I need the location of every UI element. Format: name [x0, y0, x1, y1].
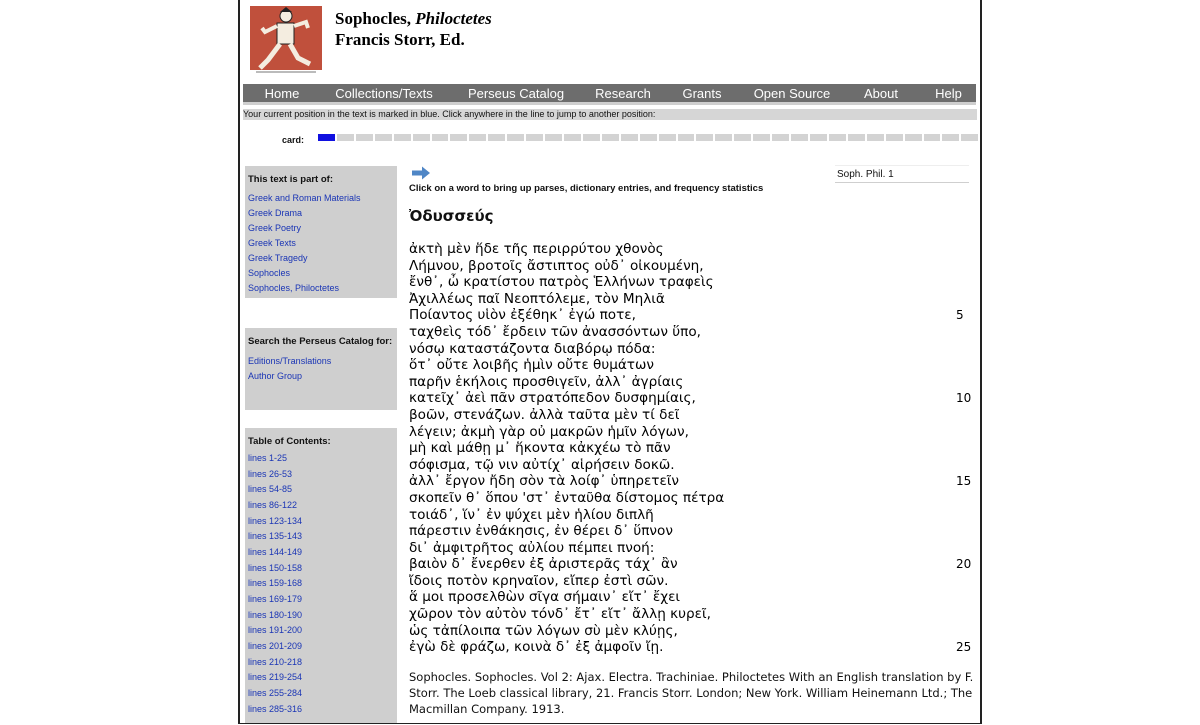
- card-segment[interactable]: [829, 134, 846, 141]
- search-editions-link[interactable]: Editions/Translations: [248, 356, 332, 366]
- collection-link[interactable]: Greek Drama: [248, 208, 303, 218]
- collection-link[interactable]: Greek Texts: [248, 238, 296, 248]
- text-line: [409, 606, 974, 623]
- line-text[interactable]: μὴ καὶ μάθῃ μ᾽ ἥκοντα κἀκχέω τὸ πᾶν: [409, 440, 671, 457]
- line-number: 10: [956, 391, 972, 406]
- text-line: [409, 341, 974, 358]
- line-number: 15: [956, 474, 972, 489]
- text-line: [409, 324, 974, 341]
- line-number: 5: [956, 308, 964, 323]
- card-segment[interactable]: [356, 134, 373, 141]
- card-segment[interactable]: [621, 134, 638, 141]
- toc-link[interactable]: lines 285-316: [248, 703, 303, 714]
- card-segment[interactable]: [905, 134, 922, 141]
- collection-link[interactable]: Sophocles: [248, 268, 291, 278]
- line-text[interactable]: τοιάδ᾽, ἵν᾽ ἐν ψύχει μὲν ἡλίου διπλῆ: [409, 506, 654, 523]
- table-of-contents-box: [245, 428, 397, 724]
- card-label: card:: [282, 135, 305, 145]
- text-line: [409, 623, 974, 640]
- nav-open-source[interactable]: Open Source: [753, 86, 831, 101]
- text-line: [409, 589, 974, 606]
- toc-link[interactable]: lines 180-190: [248, 609, 303, 620]
- line-text[interactable]: Λήμνου, βροτοῖς ἄστιπτος οὐδ᾽ οἰκουμένη,: [409, 257, 704, 274]
- nav-collections-texts[interactable]: Collections/Texts: [335, 86, 433, 101]
- line-text[interactable]: ἅ μοι προσελθὼν σῖγα σήμαιν᾽ εἴτ᾽ ἔχει: [409, 589, 681, 606]
- position-message: Your current position in the text is marked in blue. Click anywhere in the line to jump to another position:: [243, 109, 977, 120]
- greek-text: [409, 241, 974, 656]
- toc-link[interactable]: lines 54-85: [248, 484, 293, 495]
- card-segment[interactable]: [413, 134, 430, 141]
- card-segment[interactable]: [942, 134, 959, 141]
- card-segment[interactable]: [791, 134, 808, 141]
- text-line: [409, 374, 974, 391]
- card-segment[interactable]: [469, 134, 486, 141]
- part-of-heading: This text is part of:: [248, 174, 333, 185]
- text-line: [409, 457, 974, 474]
- card-segment[interactable]: [507, 134, 524, 141]
- line-number: 25: [956, 640, 972, 655]
- toc-link[interactable]: lines 1-25: [248, 453, 288, 463]
- page-title: [335, 9, 492, 29]
- card-segment[interactable]: [375, 134, 392, 141]
- line-text[interactable]: νόσῳ καταστάζοντα διαβόρῳ πόδα:: [409, 340, 656, 357]
- text-line: [409, 540, 974, 557]
- toc-link[interactable]: lines 210-218: [248, 656, 303, 667]
- citation-ref-input[interactable]: [835, 165, 969, 183]
- click-instruction: Click on a word to bring up parses, dictionary entries, and frequency statistics: [409, 183, 764, 194]
- card-segment[interactable]: [772, 134, 789, 141]
- card-segment[interactable]: [488, 134, 505, 141]
- next-arrow-icon[interactable]: [411, 166, 431, 180]
- nav-grants[interactable]: Grants: [682, 86, 722, 101]
- line-text[interactable]: δι᾽ ἀμφιτρῆτος αὐλίου πέμπει πνοή:: [409, 539, 655, 556]
- text-part-of-box: [245, 166, 397, 298]
- line-text[interactable]: ἀλλ᾽ ἔργον ἤδη σὸν τὰ λοίφ᾽ ὑπηρετεῖν: [409, 473, 680, 490]
- card-segment[interactable]: [583, 134, 600, 141]
- speaker-name: Ὀδυσσεύς: [409, 207, 494, 225]
- line-text[interactable]: ὡς τἀπίλοιπα τῶν λόγων σὺ μὲν κλύῃς,: [409, 622, 678, 639]
- text-line: [409, 556, 974, 573]
- work-title: Philoctetes: [415, 9, 492, 28]
- line-text[interactable]: Ποίαντος υἱὸν ἐξέθηκ᾽ ἐγώ ποτε,: [409, 307, 636, 324]
- toc-link[interactable]: lines 135-143: [248, 531, 303, 542]
- card-segment[interactable]: [848, 134, 865, 141]
- toc-link[interactable]: lines 169-179: [248, 593, 303, 604]
- main-nav: [243, 84, 976, 105]
- line-text[interactable]: σόφισμα, τῷ νιν αὐτίχ᾽ αἱρήσειν δοκῶ.: [409, 456, 675, 473]
- author-name: Sophocles,: [335, 9, 412, 28]
- card-segment[interactable]: [337, 134, 354, 141]
- text-line: [409, 258, 974, 275]
- card-segment[interactable]: [753, 134, 770, 141]
- line-text[interactable]: ἔνθ᾽, ὦ κρατίστου πατρὸς Ἑλλήνων τραφεὶς: [409, 274, 714, 291]
- line-text[interactable]: κατεῖχ᾽ ἀεὶ πᾶν στρατόπεδον δυσφημίαις,: [409, 390, 696, 407]
- toc-link[interactable]: lines 191-200: [248, 625, 303, 636]
- card-segment[interactable]: [602, 134, 619, 141]
- toc-link[interactable]: lines 144-149: [248, 546, 303, 557]
- toc-link[interactable]: lines 26-53: [248, 468, 293, 479]
- source-citation: Sophocles. Sophocles. Vol 2: Ajax. Electra. Trachiniae. Philoctetes With an English translation by F. Storr. The Loeb classical library, 21. Francis Storr. London; New York. William Heinemann Ltd.; The Macmillan Company. 1913.: [409, 670, 974, 716]
- text-line: [409, 507, 974, 524]
- line-text[interactable]: πάρεστιν ἐνθάκησις, ἐν θέρει δ᾽ ὕπνον: [409, 523, 673, 540]
- collection-link[interactable]: Greek Poetry: [248, 223, 302, 233]
- text-line: [409, 390, 974, 407]
- card-segment[interactable]: [867, 134, 884, 141]
- nav-home[interactable]: Home: [264, 86, 300, 101]
- search-heading: Search the Perseus Catalog for:: [248, 336, 393, 347]
- line-text[interactable]: Ἀχιλλέως παῖ Νεοπτόλεμε, τὸν Μηλιᾶ: [409, 290, 665, 307]
- card-segment[interactable]: [715, 134, 732, 141]
- nav-help[interactable]: Help: [935, 86, 962, 101]
- line-text[interactable]: βαιὸν δ᾽ ἔνερθεν ἐξ ἀριστερᾶς τάχ᾽ ἂν: [409, 556, 678, 573]
- line-text[interactable]: ταχθεὶς τόδ᾽ ἔρδειν τῶν ἀνασσόντων ὕπο,: [409, 323, 701, 340]
- card-segment[interactable]: [734, 134, 751, 141]
- line-number: 20: [956, 557, 972, 572]
- text-line: [409, 357, 974, 374]
- card-position-bar[interactable]: [318, 134, 978, 141]
- text-line: [409, 307, 974, 324]
- card-segment[interactable]: [696, 134, 713, 141]
- line-text[interactable]: βοῶν, στενάζων. ἀλλὰ ταῦτα μὲν τί δεῖ: [409, 406, 680, 423]
- perseus-figure-icon: [250, 6, 322, 78]
- editor-line: Francis Storr, Ed.: [335, 30, 465, 49]
- card-segment[interactable]: [810, 134, 827, 141]
- text-line: [409, 274, 974, 291]
- card-segment[interactable]: [924, 134, 941, 141]
- toc-link[interactable]: lines 255-284: [248, 687, 303, 698]
- card-segment[interactable]: [961, 134, 978, 141]
- collection-link[interactable]: Greek Tragedy: [248, 253, 308, 263]
- collection-link[interactable]: Sophocles, Philoctetes: [248, 283, 340, 293]
- line-text[interactable]: παρῆν ἑκήλοις προσθιγεῖν, ἀλλ᾽ ἀγρίαις: [409, 373, 684, 390]
- text-line: [409, 573, 974, 590]
- nav-about[interactable]: About: [864, 86, 898, 101]
- perseus-logo[interactable]: [250, 6, 322, 76]
- card-segment[interactable]: [564, 134, 581, 141]
- toc-link[interactable]: lines 201-209: [248, 640, 303, 651]
- line-text[interactable]: σκοπεῖν θ᾽ ὅπου 'στ᾽ ἐνταῦθα δίστομος πέτρα: [409, 489, 725, 506]
- card-segment[interactable]: [450, 134, 467, 141]
- card-segment[interactable]: [394, 134, 411, 141]
- text-line: [409, 490, 974, 507]
- search-author-group-link[interactable]: Author Group: [248, 371, 303, 381]
- line-text[interactable]: ὅτ᾽ οὔτε λοιβῆς ἡμὶν οὔτε θυμάτων: [409, 357, 654, 374]
- catalog-search-box: [245, 328, 397, 410]
- text-line: [409, 424, 974, 441]
- card-segment[interactable]: [678, 134, 695, 141]
- line-text[interactable]: χῶρον τὸν αὐτὸν τόνδ᾽ ἔτ᾽ εἴτ᾽ ἄλλῃ κυρεῖ,: [409, 606, 711, 623]
- text-line: [409, 440, 974, 457]
- card-segment[interactable]: [659, 134, 676, 141]
- text-line: [409, 639, 974, 656]
- card-segment[interactable]: [640, 134, 657, 141]
- toc-link[interactable]: lines 219-254: [248, 672, 303, 683]
- card-segment[interactable]: [318, 134, 335, 141]
- toc-link[interactable]: lines 150-158: [248, 562, 303, 573]
- page-container: [238, 0, 982, 724]
- toc-link[interactable]: lines 159-168: [248, 578, 303, 589]
- text-line: [409, 473, 974, 490]
- nav-perseus-catalog[interactable]: Perseus Catalog: [467, 86, 565, 101]
- text-line: [409, 407, 974, 424]
- card-segment[interactable]: [886, 134, 903, 141]
- card-segment[interactable]: [545, 134, 562, 141]
- toc-link[interactable]: lines 86-122: [248, 499, 298, 510]
- line-text[interactable]: ἴδοις ποτὸν κρηναῖον, εἴπερ ἐστὶ σῶν.: [409, 572, 669, 589]
- card-segment[interactable]: [432, 134, 449, 141]
- nav-research[interactable]: Research: [595, 86, 651, 101]
- line-text[interactable]: ἀκτὴ μὲν ἥδε τῆς περιρρύτου χθονὸς: [409, 241, 664, 257]
- text-line: [409, 523, 974, 540]
- line-text[interactable]: ἐγὼ δὲ φράζω, κοινὰ δ᾽ ἐξ ἀμφοῖν ἴῃ.: [409, 639, 664, 656]
- card-segment[interactable]: [526, 134, 543, 141]
- toc-link[interactable]: lines 123-134: [248, 515, 303, 526]
- text-line: [409, 291, 974, 308]
- collection-link[interactable]: Greek and Roman Materials: [248, 193, 361, 203]
- line-text[interactable]: λέγειν; ἀκμὴ γὰρ οὐ μακρῶν ἡμῖν λόγων,: [409, 423, 689, 440]
- text-line: [409, 241, 974, 258]
- toc-heading: Table of Contents:: [248, 436, 331, 447]
